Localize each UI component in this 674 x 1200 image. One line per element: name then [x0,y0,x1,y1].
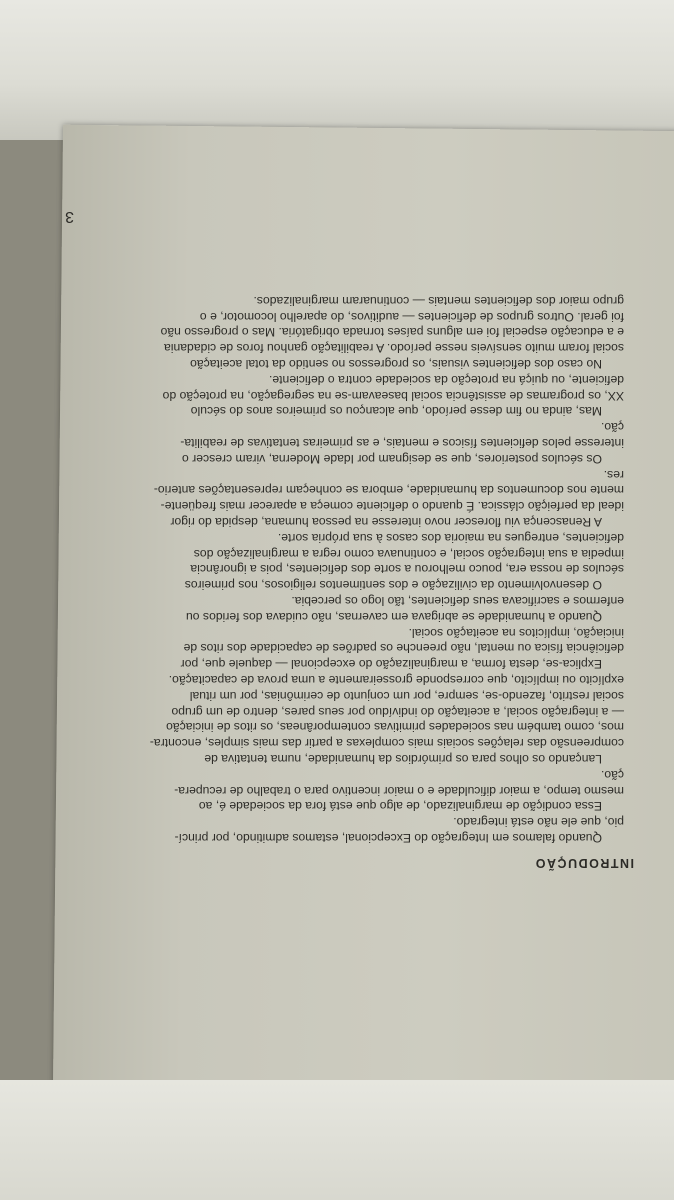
text-line: e a educação especial foi em alguns países tornada obrigatória. Mas o progresso não [160,325,624,340]
text-line: deficientes, entregues na maioria dos casos à sua própria sorte. [277,530,624,545]
text-line: Mas, ainda no fim desse período, que alcançou os primeiros anos do século [190,404,602,419]
text-line: Explica-se, desta forma, a marginalização do excepcional — daquele que, por [180,657,602,672]
text-line: deficiente, ou quiçá na proteção da sociedade contra o deficiente. [268,372,624,387]
text-line: mente nos documentos da humanidade, embora se conheçam representações anterio- [153,483,624,498]
text-line: grupo maior dos deficientes mentais — continuaram marginalizados. [253,293,624,308]
text-line: explícito ou implícito, que corresponde grosseiramente a uma prova de capacitação. [168,673,624,687]
text-line: social foram muito sensíveis nesse período. A reabilitação ganhou foros de cidadania [163,341,624,356]
text-line: foi geral. Outros grupos de deficientes — auditivos, do aparelho locomotor, e o [199,309,624,324]
section-title: INTRODUÇÃO [534,856,634,870]
text-line: mos, como também nas sociedades primitivas contemporâneas, os ritos de iniciação [166,720,624,735]
text-line: O desenvolvimento da civilização e dos sentimentos religiosos, nos primeiros [184,578,602,593]
text-line: pio, que ele não está integrado. [453,815,624,830]
text-line: enfermos e sacrificava seus deficientes, tão logo os percebia. [291,594,624,608]
text-line: — a integração social, a aceitação do indivíduo por seus pares, dentro de um grupo [171,704,624,719]
text-line: compreensão das relações sociais mais complexas a partir das mais simples, encontra- [149,736,624,751]
text-line: social restrito, fazendo-se, sempre, por um conjunto de cerimônias, por um ritual [189,688,624,703]
text-line: ção. [600,420,624,435]
text-line: interesse pelos deficientes físicos e mentais, e as primeiras tentativas de reabilita- [180,436,624,450]
text-line: iniciação, implícitos na aceitação social. [408,625,624,640]
text-line: Quando falamos em Integração do Excepcional, estamos admitindo, por princí- [174,831,602,845]
text-line: res. [603,467,624,482]
text-line: ideal da perfeição clássica. É quando o deficiente começa a aparecer mais freqüente- [160,499,624,514]
text-line: Os séculos posteriores, que se designam por Idade Moderna, viram crescer o [182,451,602,466]
text-line: Essa condição de marginalizado, de algo que está fora da sociedade é, ao [198,799,602,814]
text-line: mesmo tempo, a maior dificuldade e o maior incentivo para o trabalho de recupera- [174,783,624,798]
page-number: 3 [65,208,74,225]
text-line: ção. [600,767,624,782]
text-line: séculos de nossa era, pouco melhorou a sorte dos deficientes, pois a ignorância [190,562,624,577]
text-line: impedia a sua integração social, e continuava como regra a marginalização dos [193,546,624,561]
text-line: XX, os programas de assistência social baseavam-se na segregação, na proteção do [162,388,624,403]
text-line: deficiência física ou mental, não preenche os padrões de capacidade dos ritos de [183,641,624,656]
text-line: Quando a humanidade se abrigava em cavernas, não cuidava dos feridos ou [186,609,602,624]
text-line: A Renascença viu florescer novo interesse na pessoa humana, despida do rigor [170,515,602,529]
text-line: Lançando os olhos para os primórdios da humanidade, numa tentativa de [204,752,602,766]
text-line: No caso dos deficientes visuais, os progressos no sentido da total aceitação [190,357,602,371]
